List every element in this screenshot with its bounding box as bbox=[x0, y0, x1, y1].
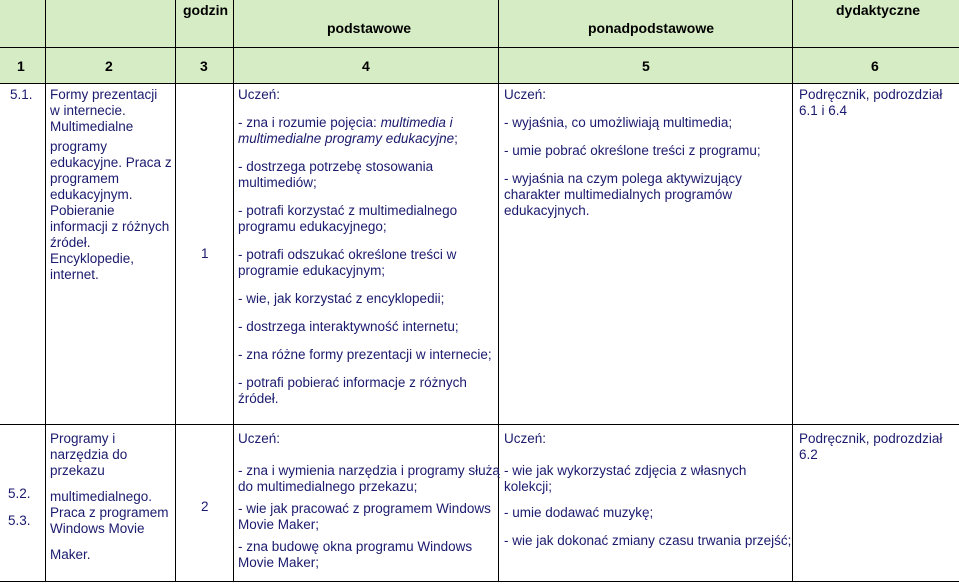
row2-basic-item-line: - zna i wymienia narzędzia i programy służą bbox=[238, 463, 500, 478]
row2-advanced-item bbox=[504, 533, 791, 549]
column-line-5 bbox=[792, 0, 793, 582]
row2-topic-line: multimedialnego. bbox=[50, 489, 153, 504]
row1-topic bbox=[50, 87, 172, 283]
row1-basic-item-line: - dostrzega potrzebę stosowania bbox=[238, 159, 434, 174]
row2-basic-item-line: do multimedialnego przekazu; bbox=[238, 479, 418, 494]
row2-basic-item bbox=[238, 463, 500, 495]
table-bottom-line bbox=[0, 581, 959, 582]
row2-didactic-line: 6.2 bbox=[799, 447, 818, 462]
row1-topic-line: internet. bbox=[50, 267, 99, 282]
header-bottom-line bbox=[0, 47, 959, 48]
row2-hours: 2 bbox=[201, 499, 209, 514]
row1-basic-first-term: multimedialne programy edukacyjne bbox=[238, 131, 455, 146]
row1-advanced-item bbox=[504, 115, 761, 131]
row1-basic-item bbox=[238, 115, 492, 147]
row1-basic-item bbox=[238, 375, 492, 407]
row1-topic-line: Multimedialne bbox=[50, 119, 134, 134]
header-basic: podstawowe bbox=[327, 20, 412, 36]
row1-basic-item-line: - potrafi korzystać z multimedialnego bbox=[238, 203, 458, 218]
row1-advanced-item-line: - wyjaśnia na czym polega aktywizujący bbox=[504, 171, 742, 186]
row1-topic-line: programem bbox=[50, 171, 120, 186]
row1-topic-line: źródeł. bbox=[50, 235, 91, 250]
row1-basic-item bbox=[238, 203, 492, 235]
row1-basic-first-suffix: ; bbox=[454, 131, 458, 146]
row1-basic-intro: Uczeń: bbox=[238, 87, 281, 102]
row1-advanced-item bbox=[504, 143, 761, 159]
row2-topic-line: przekazu bbox=[50, 463, 105, 478]
row2-number-a: 5.2. bbox=[8, 486, 31, 501]
row2-basic-item-line: - wie jak pracować z programem Windows bbox=[238, 501, 491, 516]
column-number-1: 1 bbox=[17, 58, 25, 74]
row1-advanced-item-line: charakter multimedialnych programów bbox=[504, 187, 733, 202]
row1-topic-line: Formy prezentacji bbox=[50, 87, 158, 102]
row1-basic-item-line: - wie, jak korzystać z encyklopedii; bbox=[238, 291, 445, 306]
row2-topic-line: Praca z programem bbox=[50, 505, 169, 520]
row1-topic-line: informacji z różnych bbox=[50, 219, 170, 234]
header-didactic: dydaktyczne bbox=[836, 2, 921, 18]
row2-basic-requirements bbox=[238, 431, 500, 571]
row1-didactic-line: 6.1 i 6.4 bbox=[799, 103, 848, 118]
row1-topic-line: edukacyjnym. bbox=[50, 187, 133, 202]
row1-basic-item bbox=[238, 319, 492, 335]
row2-number-b: 5.3. bbox=[8, 513, 31, 528]
row1-advanced-item-line: - wyjaśnia, co umożliwiają multimedia; bbox=[504, 115, 733, 130]
row1-advanced-item-line: - umie pobrać określone treści z programu; bbox=[504, 143, 761, 158]
row1-basic-item bbox=[238, 347, 492, 363]
row2-didactic-line: Podręcznik, podrozdział bbox=[799, 431, 943, 446]
row1-advanced-intro: Uczeń: bbox=[504, 87, 547, 102]
column-line-1 bbox=[45, 0, 46, 582]
row1-basic-item-line: multimediów; bbox=[238, 175, 317, 190]
row2-advanced-item bbox=[504, 505, 791, 521]
row1-advanced-item bbox=[504, 171, 761, 219]
row-separator-line bbox=[0, 424, 959, 425]
row1-basic-item bbox=[238, 159, 492, 191]
row2-advanced-item-line: - umie dodawać muzykę; bbox=[504, 505, 654, 520]
row2-advanced-item-line: - wie jak wykorzystać zdjęcia z własnych bbox=[504, 463, 747, 478]
row1-didactic-materials bbox=[799, 87, 942, 119]
column-line-3 bbox=[233, 0, 234, 582]
column-line-2 bbox=[175, 0, 176, 582]
row2-basic-item-line: Movie Maker; bbox=[238, 555, 320, 570]
row1-basic-item-line: programu edukacyjnego; bbox=[238, 219, 387, 234]
row1-topic-line: w internecie. bbox=[50, 103, 126, 118]
row1-basic-item-line: źródeł. bbox=[238, 391, 279, 406]
row1-topic-line: programy bbox=[50, 139, 108, 154]
number-row-bottom-line bbox=[0, 83, 959, 84]
column-number-4: 4 bbox=[362, 58, 370, 74]
column-number-2: 2 bbox=[105, 58, 113, 74]
row2-basic-item-line: - zna budowę okna programu Windows bbox=[238, 539, 473, 554]
row1-topic-line: Pobieranie bbox=[50, 203, 115, 218]
row1-number: 5.1. bbox=[10, 87, 33, 102]
header-row-background bbox=[0, 0, 959, 47]
row1-basic-item-line: programie edukacyjnym; bbox=[238, 263, 386, 278]
row1-basic-first-prefix: - zna i rozumie pojęcia: bbox=[238, 115, 381, 130]
row1-basic-item bbox=[238, 291, 492, 307]
header-hours: godzin bbox=[183, 2, 229, 18]
row2-basic-item bbox=[238, 539, 500, 571]
row2-advanced-item bbox=[504, 463, 791, 495]
row1-basic-item bbox=[238, 247, 492, 279]
row2-advanced-item-line: kolekcji; bbox=[504, 479, 553, 494]
row2-topic-line: Programy i bbox=[50, 431, 116, 446]
row2-basic-item-line: Movie Maker; bbox=[238, 517, 320, 532]
row1-basic-requirements bbox=[238, 87, 492, 419]
row2-topic bbox=[50, 431, 169, 563]
row2-advanced-item-line: - wie jak dokonać zmiany czasu trwania przejść; bbox=[504, 533, 792, 548]
row2-topic-line: narzędzia do bbox=[50, 447, 128, 462]
column-number-5: 5 bbox=[642, 58, 650, 74]
column-number-3: 3 bbox=[200, 58, 208, 74]
row2-advanced-intro: Uczeń: bbox=[504, 431, 547, 446]
row1-advanced-item-line: edukacyjnych. bbox=[504, 203, 590, 218]
row1-basic-item-line bbox=[238, 131, 492, 147]
number-row-background bbox=[0, 48, 959, 83]
row2-basic-item bbox=[238, 501, 500, 533]
row1-didactic-line: Podręcznik, podrozdział bbox=[799, 87, 943, 102]
row2-advanced-requirements bbox=[504, 431, 791, 549]
row1-basic-item-line: - zna różne formy prezentacji w internecie; bbox=[238, 347, 492, 362]
row2-didactic-materials bbox=[799, 431, 942, 463]
header-advanced: ponadpodstawowe bbox=[588, 20, 714, 36]
row1-topic-line: Encyklopedie, bbox=[50, 251, 135, 266]
row1-basic-first-term: multimedia i bbox=[380, 115, 453, 130]
row2-topic-line: Maker. bbox=[50, 547, 91, 562]
row1-topic-line: edukacyjne. Praca z bbox=[50, 155, 172, 170]
row1-basic-item-line: - potrafi pobierać informacje z różnych bbox=[238, 375, 467, 390]
row1-basic-item-line bbox=[238, 115, 492, 131]
row2-basic-intro: Uczeń: bbox=[238, 431, 281, 446]
row2-topic-line: Windows Movie bbox=[50, 521, 145, 536]
column-number-6: 6 bbox=[871, 58, 879, 74]
row1-advanced-requirements bbox=[504, 87, 761, 231]
row1-basic-item-line: - potrafi odszukać określone treści w bbox=[238, 247, 457, 262]
row1-hours: 1 bbox=[201, 246, 209, 261]
row1-basic-item-line: - dostrzega interaktywność internetu; bbox=[238, 319, 459, 334]
